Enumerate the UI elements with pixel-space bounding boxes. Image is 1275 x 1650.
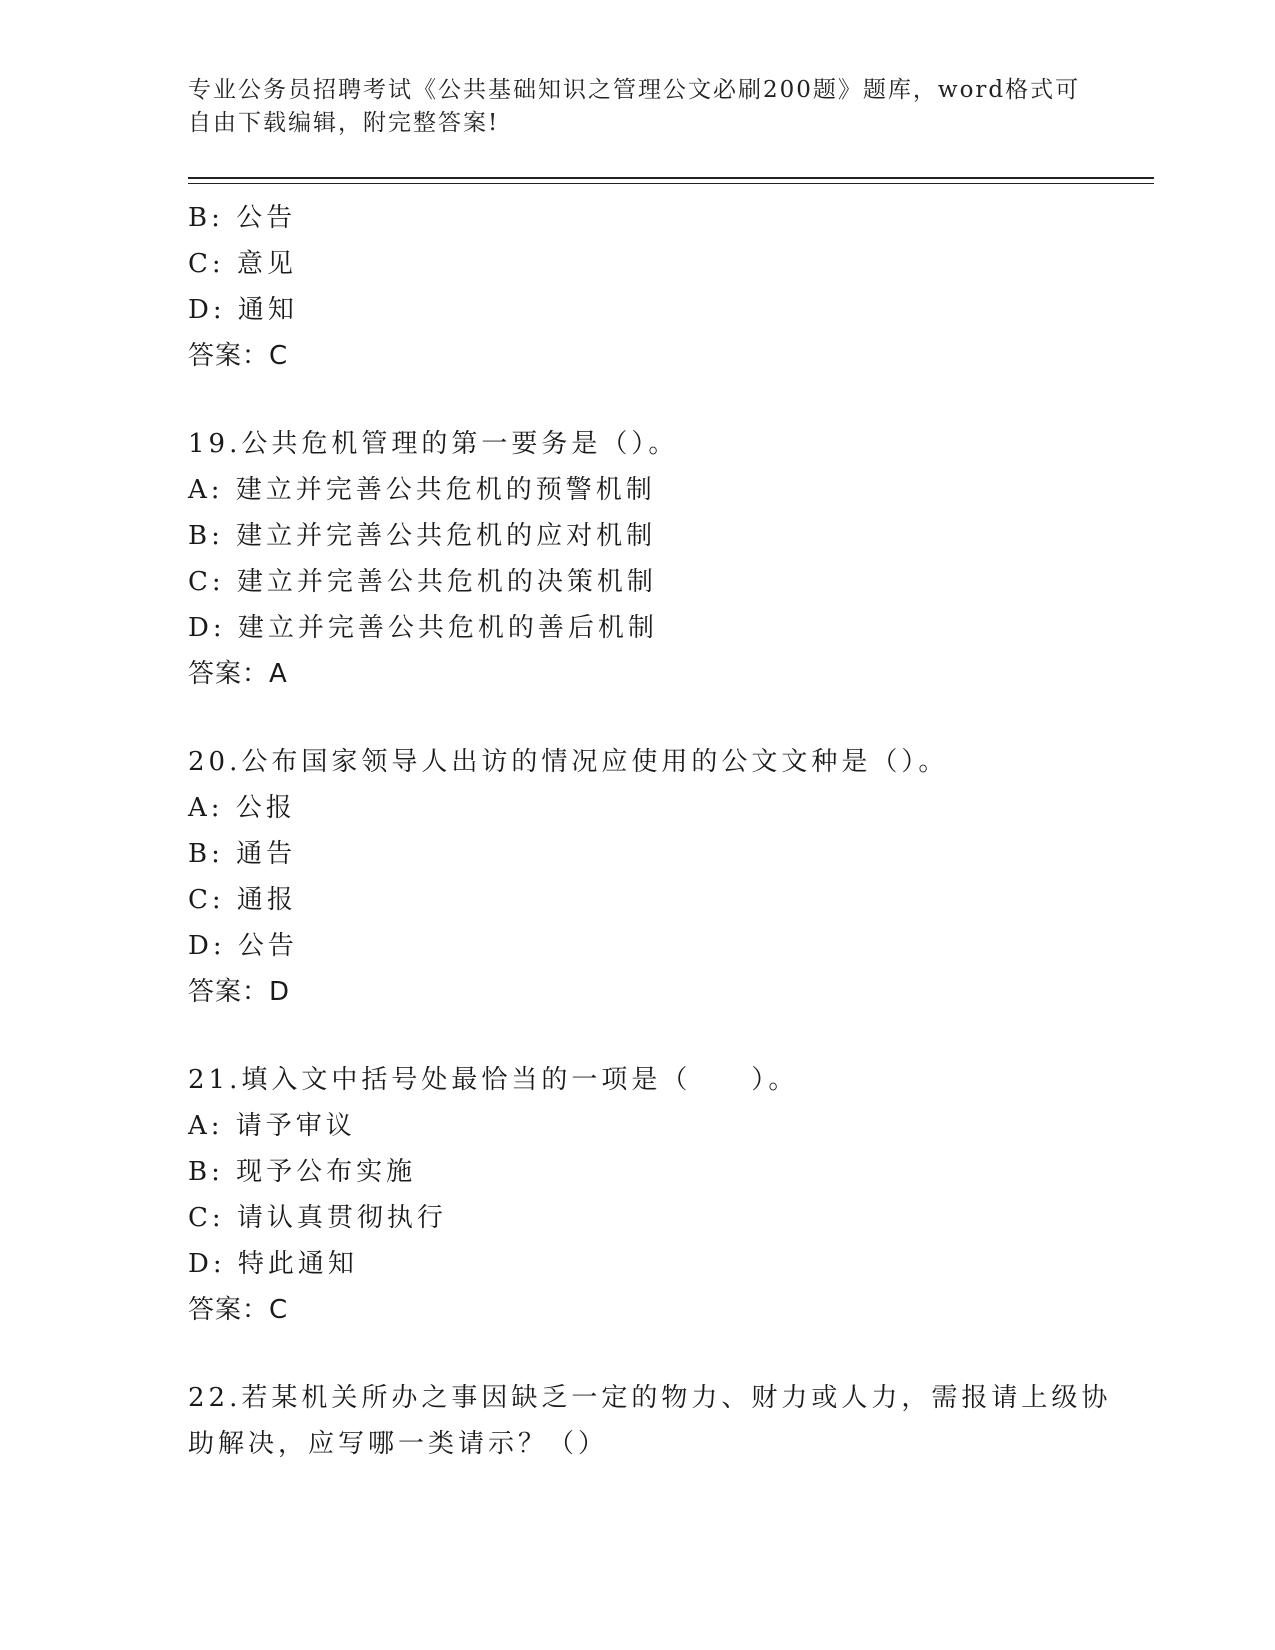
question-stem-line-2: 助解决，应写哪一类请示？（） [188,1429,609,1459]
option-b: B: 建立并完善公共危机的应对机制 [188,521,657,551]
option-a: A: 建立并完善公共危机的预警机制 [188,475,656,505]
option-c: C: 建立并完善公共危机的决策机制 [188,567,657,597]
option-c: C: 通报 [188,885,297,915]
question-20 [188,739,1108,1015]
option-b: B: 现予公布实施 [188,1157,417,1187]
question-19 [188,421,1108,697]
question-stem: 19.公共危机管理的第一要务是（）。 [188,429,679,459]
question-list [188,195,1112,1467]
option-d: D: 公告 [188,931,298,961]
answer: 答案：C [188,341,289,371]
question-stem-line-1: 22.若某机关所办之事因缺乏一定的物力、财力或人力，需报请上级协 [188,1383,1112,1413]
option-c: C: 意见 [188,249,297,279]
answer: 答案：C [188,1295,289,1325]
header-line-2: 自由下载编辑，附完整答案! [188,110,500,136]
header-divider-thick [188,177,1154,179]
option-b: B: 公告 [188,203,297,233]
option-c: C: 请认真贯彻执行 [188,1203,447,1233]
option-a: A: 公报 [188,793,296,823]
answer: 答案：D [188,977,291,1007]
question-stem: 21.填入文中括号处最恰当的一项是（ ）。 [188,1065,799,1095]
question-18-tail [188,195,1108,379]
option-d: D: 特此通知 [188,1249,358,1279]
option-a: A: 请予审议 [188,1111,356,1141]
question-22 [188,1375,1112,1467]
option-d: D: 建立并完善公共危机的善后机制 [188,613,658,643]
document-header [188,74,1088,140]
question-stem: 20.公布国家领导人出访的情况应使用的公文文种是（）。 [188,747,949,777]
answer: 答案：A [188,659,288,689]
header-line-1: 专业公务员招聘考试《公共基础知识之管理公文必刷200题》题库，word格式可 [188,77,1081,103]
option-d: D: 通知 [188,295,298,325]
header-divider-thin [188,183,1154,184]
question-21 [188,1057,1108,1333]
option-b: B: 通告 [188,839,297,869]
